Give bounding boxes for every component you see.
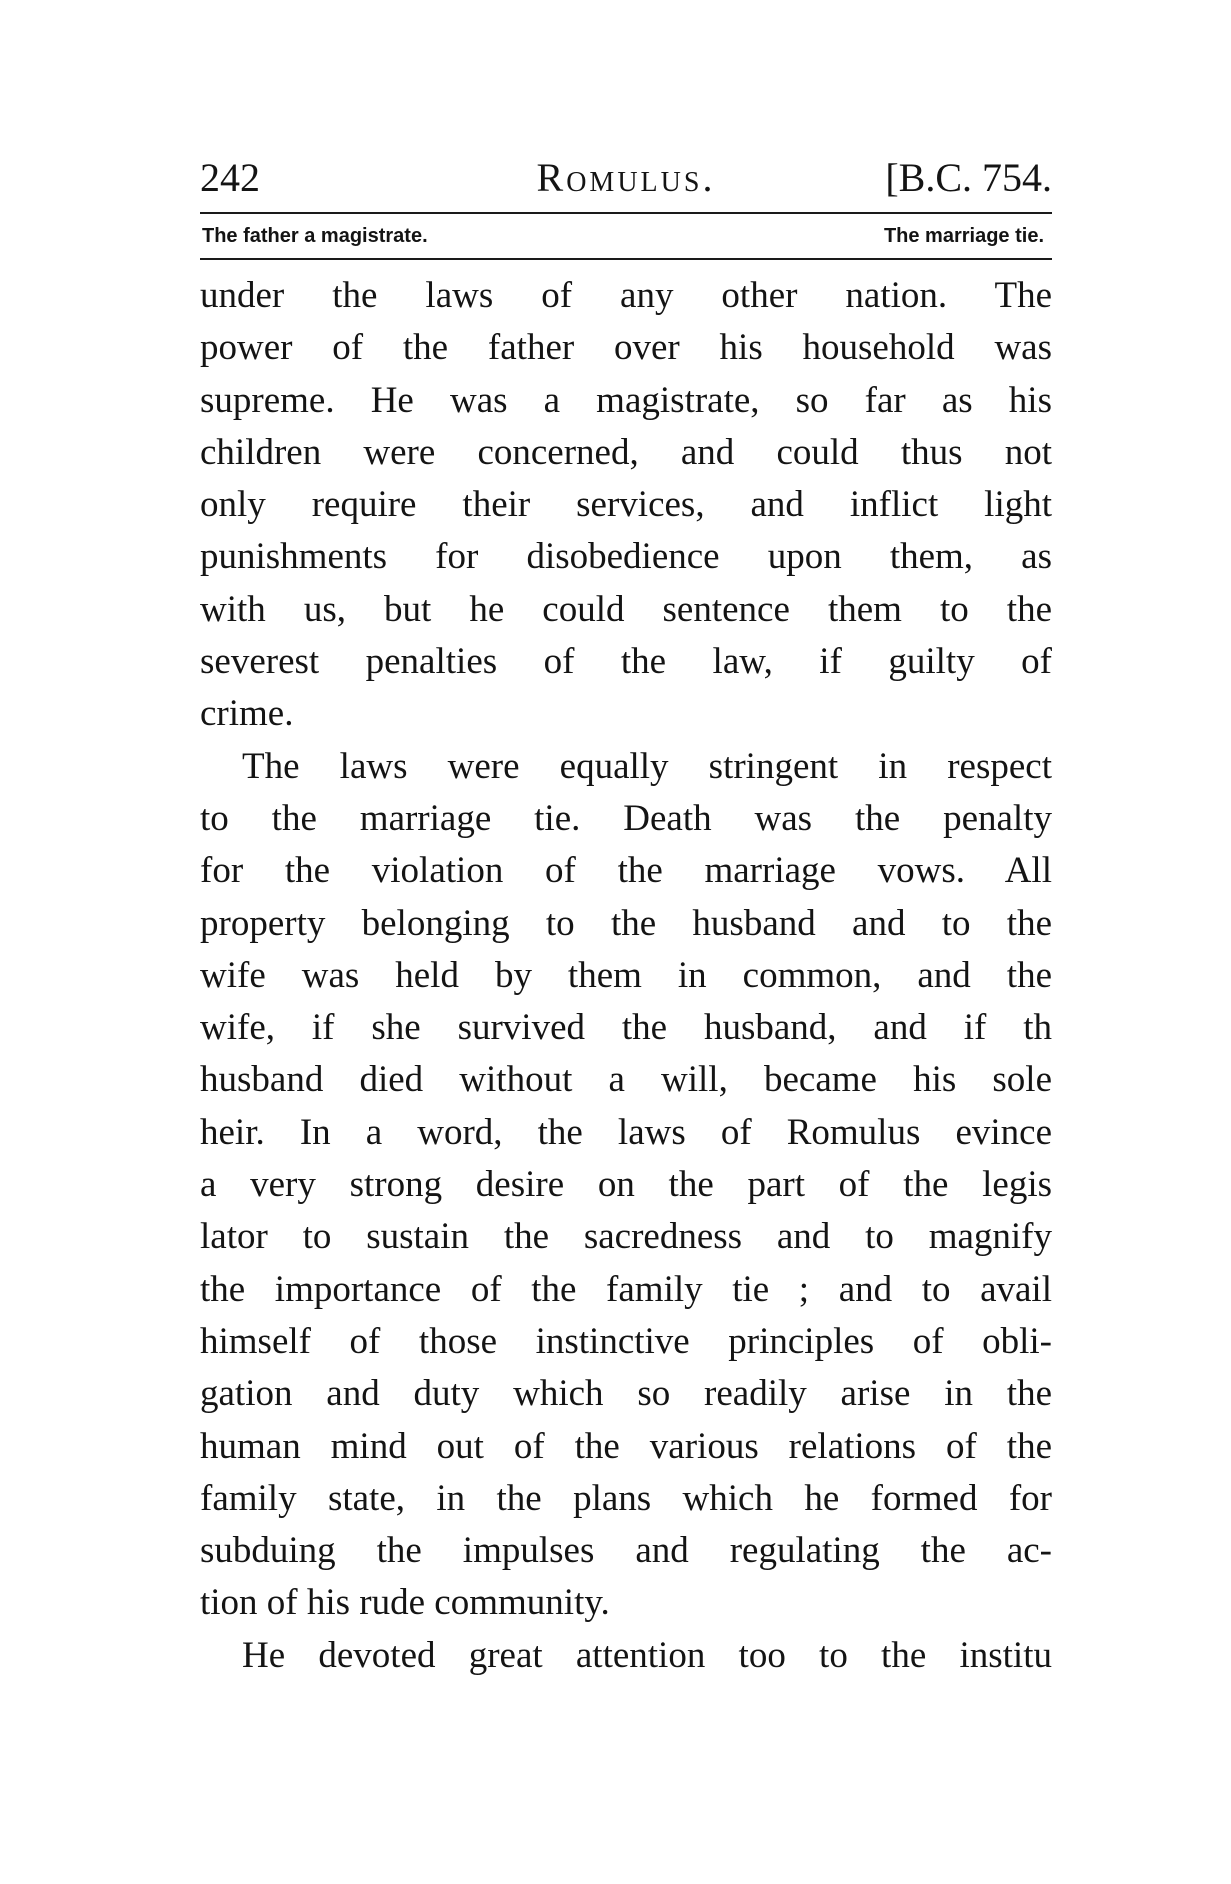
sidenote-bar — [200, 218, 1052, 254]
text-line: crime. — [200, 693, 294, 735]
text-line: human mind out of the various relations of the — [200, 1425, 1052, 1467]
text-line: wife was held by them in common, and the — [200, 954, 1052, 996]
body-text — [200, 270, 1052, 1682]
text-line: to the marriage tie. Death was the penalty — [200, 797, 1052, 839]
text-line: subduing the impulses and regulating the ac- — [200, 1530, 1052, 1572]
text-line: himself of those instinctive principles of obli- — [200, 1320, 1052, 1362]
header-rule-top — [200, 212, 1052, 214]
text-line: only require their services, and inflict light — [200, 484, 1052, 526]
paragraph-3 — [200, 1630, 1052, 1682]
text-line: The laws were equally stringent in respect — [242, 745, 1052, 787]
text-line: husband died without a will, became his sole — [200, 1059, 1052, 1101]
text-line: punishments for disobedience upon them, as — [200, 536, 1052, 578]
text-line: lator to sustain the sacredness and to magnify — [200, 1216, 1052, 1258]
text-line: heir. In a word, the laws of Romulus evince — [200, 1111, 1052, 1153]
text-line: power of the father over his household was — [200, 327, 1052, 369]
text-line: the importance of the family tie ; and to avail — [200, 1268, 1052, 1310]
paragraph-1 — [200, 270, 1052, 741]
text-line: tion of his rude community. — [200, 1582, 610, 1624]
text-line: for the violation of the marriage vows. All — [200, 850, 1052, 892]
text-line: with us, but he could sentence them to the — [200, 588, 1052, 630]
text-line: gation and duty which so readily arise in the — [200, 1373, 1052, 1415]
text-line: wife, if she survived the husband, and if th — [200, 1007, 1052, 1049]
text-line: family state, in the plans which he formed for — [200, 1477, 1052, 1519]
page-number: 242 — [200, 155, 260, 200]
header-rule-bottom — [200, 258, 1052, 260]
text-line: a very strong desire on the part of the legis — [200, 1164, 1052, 1206]
running-head — [200, 150, 1052, 206]
sidenote-right: The marriage tie. — [883, 225, 1044, 247]
text-line: supreme. He was a magistrate, so far as his — [200, 379, 1052, 421]
running-title: Romulus. — [536, 155, 716, 200]
sidenote-left: The father a magistrate. — [202, 225, 428, 247]
text-line: under the laws of any other nation. The — [200, 275, 1052, 316]
paragraph-2 — [200, 741, 1052, 1630]
text-line: He devoted great attention too to the institu — [242, 1634, 1052, 1676]
running-date: [B.C. 754. — [885, 155, 1052, 200]
text-line: property belonging to the husband and to the — [200, 902, 1052, 944]
text-line: children were concerned, and could thus not — [200, 431, 1052, 473]
text-line: severest penalties of the law, if guilty of — [200, 641, 1052, 683]
